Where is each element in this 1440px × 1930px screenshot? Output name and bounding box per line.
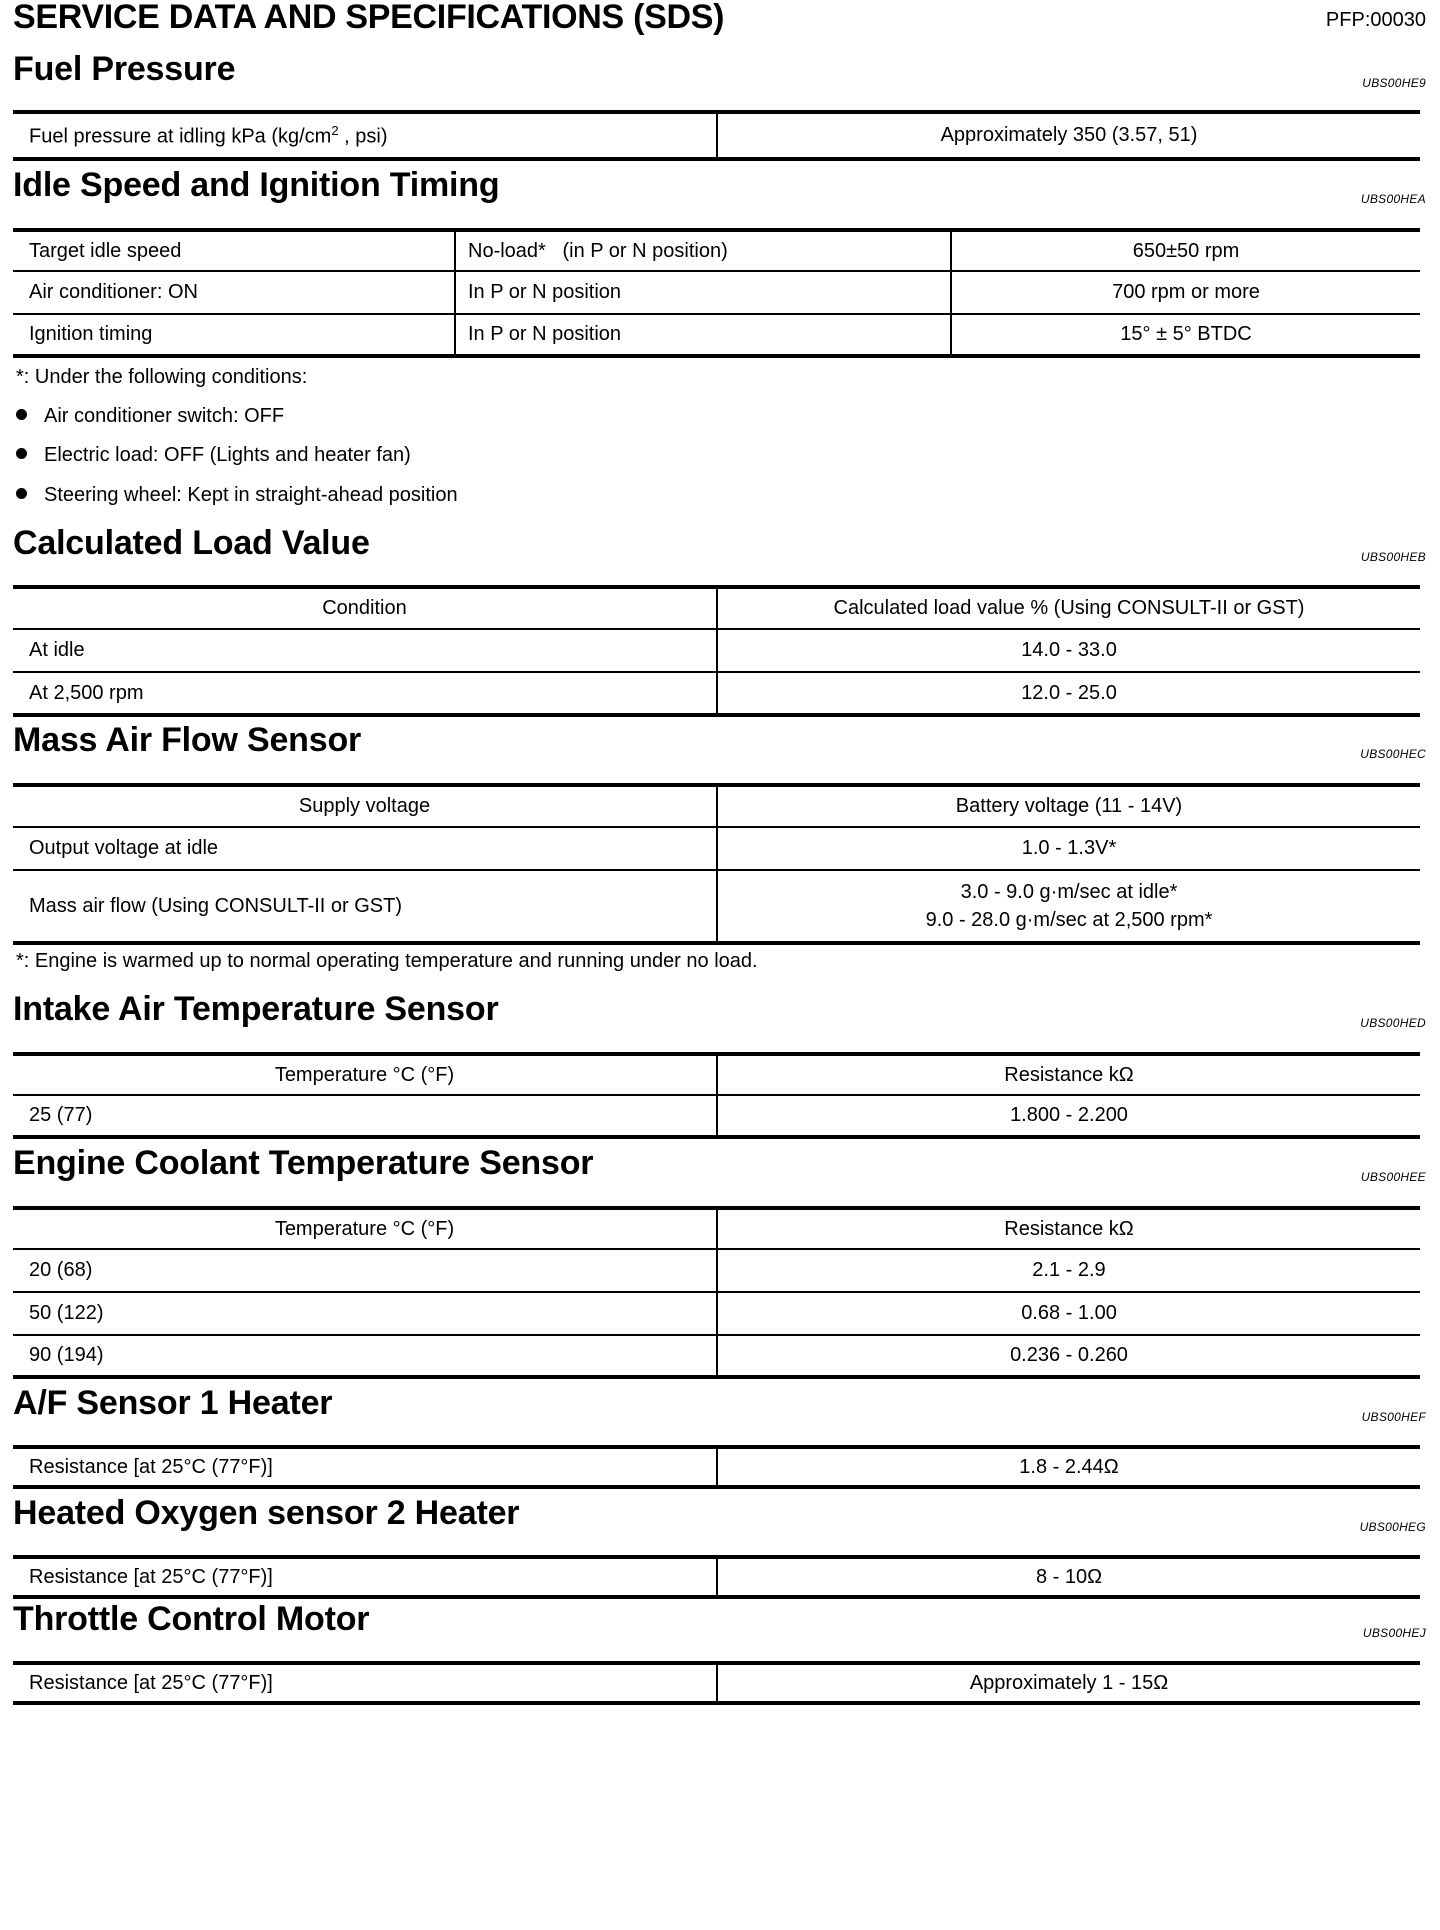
table-row: [13, 870, 1420, 943]
value-cell: [717, 870, 1420, 943]
value-line: 9.0 - 28.0 g·m/sec at 2,500 rpm*: [925, 909, 1213, 931]
section-heading-calc-load: Calculated Load Value: [13, 524, 370, 562]
calc-load-table: [13, 585, 1420, 717]
section-heading-fuel-pressure: Fuel Pressure: [13, 50, 236, 88]
iat-table: [13, 1052, 1420, 1139]
page-title: SERVICE DATA AND SPECIFICATIONS (SDS): [13, 0, 725, 36]
value-cell: 12.0 - 25.0: [717, 672, 1420, 715]
label-cell: Mass air flow (Using CONSULT-II or GST): [13, 870, 717, 943]
column-header: Condition: [322, 597, 407, 619]
table-row: [13, 230, 1420, 271]
table-row: [13, 112, 1420, 159]
condition-cell: At 2,500 rpm: [13, 672, 717, 715]
table-row: [13, 1557, 1420, 1597]
column-header: Temperature °C (°F): [274, 1063, 455, 1086]
item-cell: Ignition timing: [13, 314, 455, 356]
item-cell: Air conditioner: ON: [13, 271, 455, 314]
label-text: Fuel pressure at idling kPa (kg/cm: [29, 125, 332, 148]
section-heading-throttle-motor: Throttle Control Motor: [13, 1600, 370, 1638]
section-heading-af-heater: A/F Sensor 1 Heater: [13, 1384, 333, 1422]
table-row: [13, 672, 1420, 715]
column-header: Resistance kΩ: [717, 1054, 1420, 1095]
bullet-icon: [16, 409, 27, 420]
value-cell: 14.0 - 33.0: [717, 629, 1420, 672]
bullet-text: Electric load: OFF (Lights and heater fan): [44, 444, 411, 466]
table-header-row: [13, 1054, 1420, 1095]
resistance-cell: 0.236 - 0.260: [717, 1335, 1420, 1377]
label-tail: , psi): [338, 125, 388, 148]
bullet-icon: [16, 488, 27, 499]
label-cell: Resistance [at 25°C (77°F)]: [29, 1671, 273, 1694]
fuel-pressure-value: Approximately 350 (3.57, 51): [717, 112, 1420, 159]
table-row: [13, 1335, 1420, 1377]
section-id-ect: UBS00HEE: [1360, 1170, 1426, 1184]
resistance-cell: 2.1 - 2.9: [717, 1249, 1420, 1292]
throttle-motor-table: [13, 1661, 1420, 1705]
table-header-row: [13, 587, 1420, 629]
resistance-cell: 1.800 - 2.200: [717, 1095, 1420, 1137]
column-header: Temperature °C (°F): [274, 1217, 455, 1240]
table-row: [13, 629, 1420, 672]
value-cell: Approximately 1 - 15Ω: [717, 1663, 1420, 1703]
condition-cell: At idle: [13, 629, 717, 672]
value-cell: 650±50 rpm: [951, 230, 1420, 271]
value-cell: 1.8 - 2.44Ω: [717, 1447, 1420, 1487]
table-row: [13, 314, 1420, 356]
label-cell: Resistance [at 25°C (77°F)]: [29, 1455, 273, 1478]
idle-footnote: *: Under the following conditions:: [16, 366, 308, 388]
label-cell: Resistance [at 25°C (77°F)]: [29, 1565, 273, 1588]
table-row: [13, 827, 1420, 870]
temp-cell: 25 (77): [13, 1095, 717, 1137]
section-id-fuel-pressure: UBS00HE9: [1362, 76, 1426, 90]
bullet-icon: [16, 448, 27, 459]
value-cell: 8 - 10Ω: [717, 1557, 1420, 1597]
condition-cell: In P or N position: [455, 271, 951, 314]
section-id-idle-speed: UBS00HEA: [1360, 192, 1426, 206]
section-id-throttle-motor: UBS00HEJ: [1362, 1626, 1426, 1640]
temp-cell: 50 (122): [13, 1292, 717, 1335]
value-cell: 15° ± 5° BTDC: [951, 314, 1420, 356]
section-heading-ho2s-heater: Heated Oxygen sensor 2 Heater: [13, 1494, 520, 1532]
section-id-calc-load: UBS00HEB: [1360, 550, 1426, 564]
maf-table: [13, 783, 1420, 945]
section-id-ho2s-heater: UBS00HEG: [1359, 1520, 1426, 1534]
value-cell: Battery voltage (11 - 14V): [717, 785, 1420, 827]
section-id-iat: UBS00HED: [1360, 1016, 1426, 1030]
value-cell: 700 rpm or more: [951, 271, 1420, 314]
label-cell: Output voltage at idle: [13, 827, 717, 870]
bullet-item: [16, 444, 411, 467]
fuel-pressure-table: [13, 110, 1420, 161]
af-heater-table: [13, 1445, 1420, 1489]
item-cell: Target idle speed: [29, 239, 182, 262]
value-line: 3.0 - 9.0 g·m/sec at idle*: [960, 881, 1178, 903]
bullet-item: [16, 484, 458, 507]
condition-cell: In P or N position: [455, 314, 951, 356]
table-row: [13, 271, 1420, 314]
maf-footnote: *: Engine is warmed up to normal operating temperature and running under no load.: [16, 950, 758, 972]
table-row: [13, 1249, 1420, 1292]
bullet-text: Steering wheel: Kept in straight-ahead position: [44, 484, 458, 506]
ect-table: [13, 1206, 1420, 1379]
fuel-pressure-label: [13, 112, 717, 159]
bullet-text: Air conditioner switch: OFF: [44, 405, 285, 427]
section-id-af-heater: UBS00HEF: [1361, 1410, 1426, 1424]
condition-cell: No-load* (in P or N position): [455, 230, 951, 271]
table-row: [13, 1663, 1420, 1703]
section-heading-idle-speed: Idle Speed and Ignition Timing: [13, 166, 500, 204]
label-cell: Supply voltage: [298, 795, 431, 817]
column-header: Calculated load value % (Using CONSULT-II or GST): [717, 587, 1420, 629]
column-header: Resistance kΩ: [717, 1208, 1420, 1249]
resistance-cell: 0.68 - 1.00: [717, 1292, 1420, 1335]
table-row: [13, 1447, 1420, 1487]
ho2s-heater-table: [13, 1555, 1420, 1599]
table-header-row: [13, 1208, 1420, 1249]
table-row: [13, 1292, 1420, 1335]
value-cell: 1.0 - 1.3V*: [717, 827, 1420, 870]
temp-cell: 90 (194): [13, 1335, 717, 1377]
table-row: [13, 1095, 1420, 1137]
bullet-item: [16, 405, 284, 428]
section-id-maf: UBS00HEC: [1360, 747, 1426, 761]
superscript: 2: [331, 122, 339, 138]
table-row: [13, 785, 1420, 827]
temp-cell: 20 (68): [13, 1249, 717, 1292]
idle-speed-table: [13, 228, 1420, 358]
section-heading-ect: Engine Coolant Temperature Sensor: [13, 1144, 594, 1182]
section-heading-maf: Mass Air Flow Sensor: [13, 721, 362, 759]
section-heading-iat: Intake Air Temperature Sensor: [13, 990, 499, 1028]
page-reference-code: PFP:00030: [1325, 9, 1426, 31]
